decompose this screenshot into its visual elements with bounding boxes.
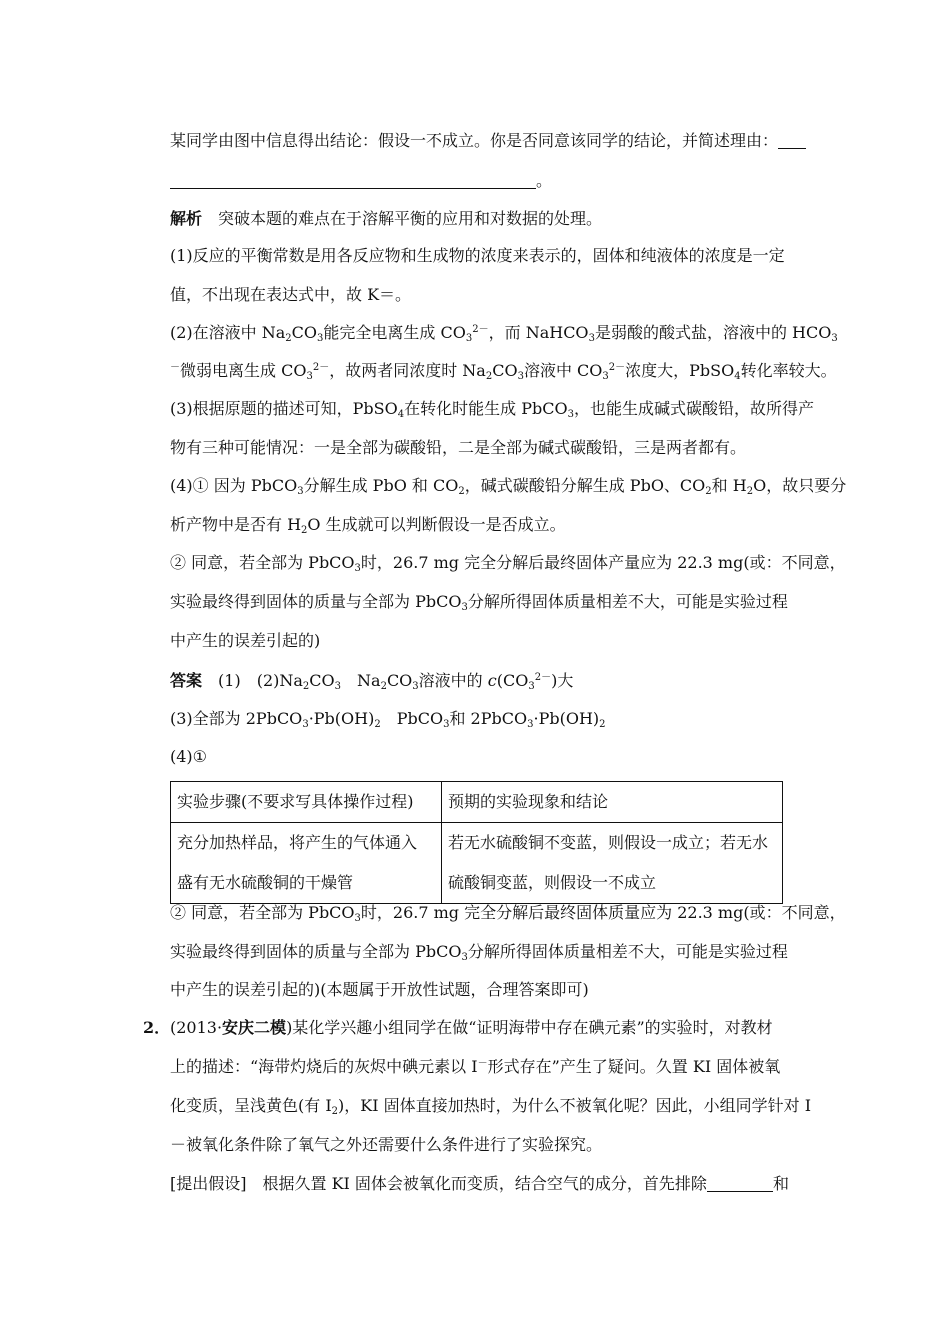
text-line: －被氧化条件除了氧气之外还需要什么条件进行了实验探究。 bbox=[170, 1135, 603, 1154]
text-line: ② 同意，若全部为 PbCO$_3$时，26.7 mg 完全分解后最终固体质量应为 22.3 mg(或：不同意， bbox=[170, 903, 846, 924]
text-line: (2)在溶液中 $Na_2CO_3$能完全电离生成 $CO_3^{2-}$，而 NaHCO$_3$是弱酸的酸式盐，溶液中的 $HCO_3$ bbox=[170, 323, 838, 344]
text-line: 实验最终得到固体的质量与全部为 PbCO$_3$分解所得固体质量相差不大，可能是实验过程 bbox=[170, 942, 788, 963]
text-line: 中产生的误差引起的)(本题属于开放性试题，合理答案即可) bbox=[170, 980, 589, 999]
text-line: 化变质，呈浅黄色(有 $I_2$)，KI 固体直接加热时，为什么不被氧化呢？因此，小组同学针对 I bbox=[170, 1096, 812, 1117]
text-line: 某同学由图中信息得出结论：假设一不成立。你是否同意该同学的结论，并简述理由： bbox=[170, 130, 810, 152]
text-line: －微弱电离生成 $CO_3^{2-}$，故两者同浓度时 $Na_2CO_3$溶液中 $CO_3^{2-}$浓度大，PbSO$_4$转化率较大。 bbox=[170, 361, 837, 382]
text-line: 。 bbox=[170, 170, 810, 192]
text-line: 上的描述：“海带灼烧后的灰烬中碘元素以 I－形式存在”产生了疑问。久置 KI 固体被氧 bbox=[170, 1057, 781, 1076]
text-line: (4)① 因为 PbCO$_3$分解生成 PbO 和 $CO_2$，碱式碳酸铅分解生成 PbO、$CO_2$和 $H_2O$，故只要分 bbox=[170, 476, 847, 497]
answer-line: 答案 (1) $(2)Na_2CO_3$ $Na_2CO_3$溶液中的 $c(CO_3^{2-})$大 bbox=[170, 671, 574, 692]
text-line: 物有三种可能情况：一是全部为碳酸铅，二是全部为碱式碳酸铅，三是两者都有。 bbox=[170, 438, 747, 457]
table-header-row bbox=[171, 782, 783, 823]
text-line: 实验最终得到固体的质量与全部为 PbCO$_3$分解所得固体质量相差不大，可能是实验过程 bbox=[170, 592, 788, 613]
text-line: ② 同意，若全部为 PbCO$_3$时，26.7 mg 完全分解后最终固体产量应为 22.3 mg(或：不同意， bbox=[170, 553, 846, 574]
text-line: 中产生的误差引起的) bbox=[170, 631, 321, 650]
table-row bbox=[171, 823, 783, 904]
table-header-cell: 实验步骤(不要求写具体操作过程) bbox=[171, 782, 442, 823]
text-line: 值，不出现在表达式中，故 K＝。 bbox=[170, 285, 412, 304]
text-line: (1)反应的平衡常数是用各反应物和生成物的浓度来表示的，固体和纯液体的浓度是一定 bbox=[170, 246, 785, 265]
text-line: (4)① bbox=[170, 747, 208, 766]
answer-blank bbox=[707, 1175, 773, 1192]
table-header-cell: 预期的实验现象和结论 bbox=[442, 782, 783, 823]
table-cell: 若无水硫酸铜不变蓝，则假设一成立；若无水 硫酸铜变蓝，则假设一不成立 bbox=[442, 823, 783, 904]
analysis-line: 解析 突破本题的难点在于溶解平衡的应用和对数据的处理。 bbox=[170, 209, 603, 228]
text-line: 析产物中是否有 $H_2O$ 生成就可以判断假设一是否成立。 bbox=[170, 515, 566, 536]
table-cell: 充分加热样品，将产生的气体通入 盛有无水硫酸铜的干燥管 bbox=[171, 823, 442, 904]
answer-blank bbox=[170, 172, 536, 189]
text-line: [提出假设] 根据久置 KI 固体会被氧化而变质，结合空气的成分，首先排除 和 bbox=[170, 1174, 789, 1193]
text-line: (2013·安庆二模)某化学兴趣小组同学在做“证明海带中存在碘元素”的实验时，对教材 bbox=[170, 1018, 773, 1037]
answer-blank bbox=[778, 132, 806, 149]
experiment-table bbox=[170, 781, 783, 904]
text-line: (3)根据原题的描述可知，PbSO$_4$在转化时能生成 PbCO$_3$，也能生成碱式碳酸铅，故所得产 bbox=[170, 399, 814, 420]
text-line: (3)全部为 $2PbCO_3\cdot Pb(OH)_2$ PbCO$_3$和 $2PbCO_3\cdot Pb(OH)_2$ bbox=[170, 709, 606, 730]
question-number: 2． bbox=[143, 1018, 171, 1037]
